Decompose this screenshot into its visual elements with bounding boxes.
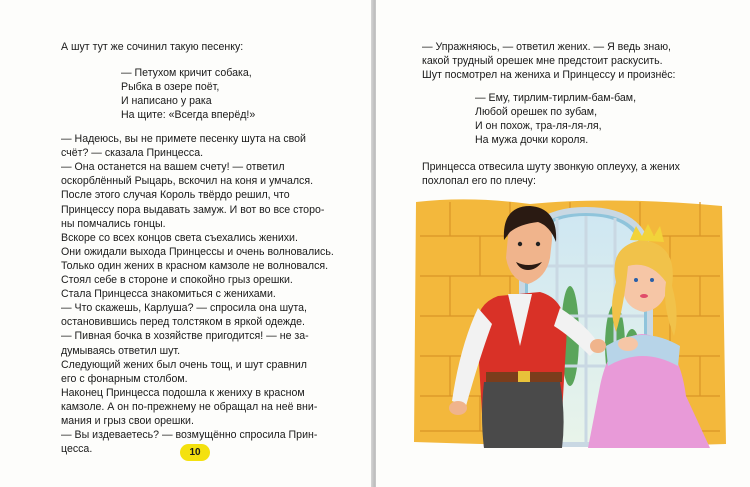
text-line: Наконец Принцесса подошла к жениху в красном [61, 386, 305, 399]
text-line: И написано у рака [121, 95, 212, 108]
text-line: Рыбка в озере поёт, [121, 81, 220, 94]
text-line: какой трудный орешек мне предстоит раскусить. [422, 55, 663, 68]
text-line: ны помчались гонцы. [61, 217, 166, 230]
intro-line: А шут тут же сочинил такую песенку: [61, 41, 244, 53]
text-line: И он похож, тра-ля-ля-ля, [475, 120, 602, 133]
text-line: его с фонарным столбом. [61, 372, 188, 385]
text-line: — Надеюсь, вы не примете песенку шута на свой [61, 133, 306, 145]
text-line: оскорблённый Рыцарь, вскочил на коня и умчался. [61, 175, 314, 188]
text-line: — Ему, тирлим-тирлим-бам-бам, [475, 92, 637, 104]
text-line: На мужа дочки короля. [475, 134, 589, 147]
text-line: мания и грыз свои орешки. [61, 415, 194, 427]
text-line: Вскоре со всех концов света съехались женихи. [61, 231, 298, 244]
text-line: думываясь ответил шут. [61, 344, 181, 357]
text-line: — Упражняюсь, — ответил жених. — Я ведь знаю, [422, 41, 671, 53]
text-line: цесса. [61, 443, 93, 456]
text-line: На щите: «Всегда вперёд!» [121, 109, 256, 122]
text-line: Только один жених в красном камзоле не волновался. [61, 259, 329, 272]
text-line: камзоле. А он по-прежнему не обращал на неё вни- [61, 400, 318, 413]
text-line: — Вы издеваетесь? — возмущённо спросила Прин- [61, 429, 318, 442]
text-line: остановившись перед толстяком в яркой одежде. [61, 316, 305, 329]
text-line: — Что скажешь, Карлуша? — спросила она шута, [61, 302, 307, 315]
text-line: — Петухом кричит собака, [121, 67, 252, 79]
text-line: — Она останется на вашем счету! — ответил [61, 161, 285, 174]
story-illustration [410, 196, 728, 448]
text-line: Стоял себе в стороне и спокойно грыз орешки. [61, 274, 293, 286]
text-line: — Пивная бочка в хозяйстве пригодится! — не за- [61, 330, 309, 343]
text-line: Шут посмотрел на жениха и Принцессу и произнёс: [422, 69, 676, 82]
text-line: Любой орешек по зубам, [475, 106, 598, 119]
text-line: Принцесса отвесила шуту звонкую оплеуху, а жених [422, 161, 680, 173]
text-line: счёт? — сказала Принцесса. [61, 147, 204, 160]
text-line: похлопал его по плечу: [422, 175, 536, 188]
left-page [0, 0, 373, 487]
text-line: Принцессу пора выдавать замуж. И вот во все сторо- [61, 203, 325, 216]
text-line: Они ожидали выхода Принцессы и очень волновались. [61, 245, 334, 258]
page-number: 10 [180, 444, 210, 461]
text-line: После этого случая Король твёрдо решил, что [61, 189, 290, 202]
text-line: Следующий жених был очень тощ, и шут сравнил [61, 358, 307, 371]
text-line: Стала Принцесса знакомиться с женихами. [61, 288, 276, 301]
